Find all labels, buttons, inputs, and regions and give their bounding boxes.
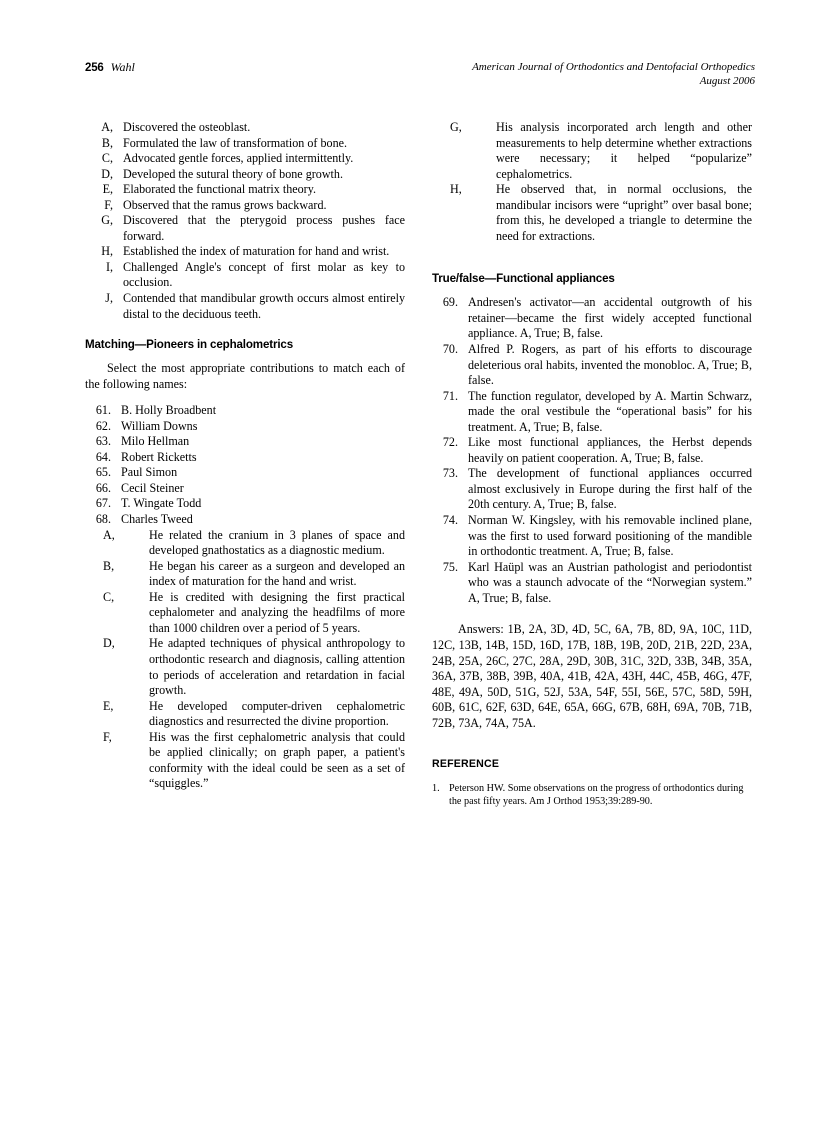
item-letter: D, — [101, 166, 113, 181]
list-item — [432, 295, 752, 342]
list-item — [85, 182, 405, 198]
journal-title: American Journal of Orthodontics and Dentofacial Orthopedics — [472, 61, 755, 73]
item-text: He observed that, in normal occlusions, the mandibular incisors were “upright” over basal bone; from this, he developed a triangle to determine the need for extractions. — [496, 182, 752, 243]
contributions-list — [85, 528, 405, 792]
item-letter: H, — [101, 244, 113, 259]
item-text: Observed that the ramus grows backward. — [123, 197, 327, 212]
item-text: Paul Simon — [121, 465, 178, 480]
item-number: 72. — [442, 435, 458, 450]
item-text: The function regulator, developed by A. Martin Schwarz, made the oral vestibule the “operational basis” for his treatment. A, True; B, false. — [468, 388, 752, 434]
answers-block: Answers: 1B, 2A, 3D, 4D, 5C, 6A, 7B, 8D, 9A, 10C, 11D, 12C, 13B, 14B, 15D, 16D, 17B, 18B, 19B, 20D, 21B, 22D, 23A, 24B, 25A, 26C, 27C, 28A, 29D, 30B, 31C, 32D, 33B, 34B, 35A, 36A, 37B, 38B, 39B, 40A, 41B, 42A, 43H, 44C, 45B, 46G, 47F, 48E, 49A, 50D, 51G, 52J, 53A, 54F, 55I, 56E, 57C, 58D, 59H, 60B, 61C, 62F, 63D, 64E, 65A, 66G, 67B, 68H, 69A, 70B, 71B, 72B, 73A, 74A, 75A. — [432, 622, 752, 730]
list-item — [432, 513, 752, 560]
item-number: 64. — [95, 449, 111, 464]
item-letter: F, — [103, 729, 112, 744]
item-letter: I, — [105, 259, 113, 274]
right-column — [432, 120, 752, 808]
item-number: 68. — [95, 512, 111, 527]
section-heading-matching: Matching—Pioneers in cephalometrics — [85, 338, 294, 352]
running-head-left — [85, 60, 135, 75]
list-item — [85, 120, 405, 136]
item-number: 67. — [95, 496, 111, 511]
item-number: 74. — [442, 513, 458, 528]
answer-choices-continued-list — [85, 120, 405, 322]
item-number: 65. — [95, 465, 111, 480]
list-item — [85, 465, 405, 481]
list-item — [85, 699, 405, 730]
item-text: Peterson HW. Some observations on the progress of orthodontics during the past fifty years. Am J Orthod 1953;39:289-90. — [449, 783, 744, 808]
item-number: 1. — [432, 783, 440, 795]
item-text: He began his career as a surgeon and developed an index of maturation for the hand and wrist. — [149, 558, 405, 589]
list-item — [85, 151, 405, 167]
item-text: Andresen's activator—an accidental outgrowth of his retainer—became the first widely accepted functional appliance. A, True; B, false. — [468, 295, 752, 341]
item-letter: A, — [103, 527, 115, 542]
list-item — [85, 198, 405, 214]
item-text: The development of functional appliances occurred almost exclusively in Europe during the first half of the 20th century. A, True; B, false. — [468, 466, 752, 512]
item-letter: E, — [102, 182, 113, 197]
list-item — [432, 389, 752, 436]
list-item — [432, 182, 752, 244]
truefalse-questions-list — [432, 295, 752, 606]
contributions-continued-list — [432, 120, 752, 244]
list-item — [432, 782, 752, 808]
item-letter: E, — [103, 698, 114, 713]
item-number: 61. — [95, 403, 111, 418]
item-number: 62. — [95, 418, 111, 433]
item-text: He adapted techniques of physical anthropology to orthodontic research and diagnosis, calling attention to periods of acceleration and retardation in facial growth. — [149, 636, 405, 698]
item-number: 73. — [442, 466, 458, 481]
list-item — [432, 560, 752, 607]
item-text: Robert Ricketts — [121, 449, 197, 464]
list-item — [85, 167, 405, 183]
item-text: He developed computer-driven cephalometric diagnostics and resurrected the divine proportion. — [149, 698, 405, 729]
list-item — [432, 342, 752, 389]
item-number: 70. — [442, 342, 458, 357]
item-text: Discovered the osteoblast. — [123, 120, 251, 134]
reference-list — [432, 782, 752, 808]
item-text: His was the first cephalometric analysis that could be applied clinically; on graph paper, a patient's conformity with the ideal could be seen as a set of “squiggles.” — [149, 729, 405, 791]
item-text: He is credited with designing the first practical cephalometer and analyzing the headfilms of more than 1000 children over a period of 5 years. — [149, 589, 405, 635]
item-number: 75. — [442, 559, 458, 574]
list-item — [432, 120, 752, 182]
item-text: T. Wingate Todd — [121, 496, 202, 511]
list-item — [432, 435, 752, 466]
item-letter: D, — [103, 636, 115, 651]
list-item — [85, 434, 405, 450]
item-text: His analysis incorporated arch length and other measurements to help determine whether extractions were necessary; it helped “popularize” cephalometrics. — [496, 120, 752, 181]
list-item — [85, 450, 405, 466]
item-text: Like most functional appliances, the Herbst depends heavily on patient cooperation. A, True; B, false. — [468, 435, 752, 465]
item-text: Alfred P. Rogers, as part of his efforts to discourage deleterious oral habits, invented the monobloc. A, True; B, false. — [468, 342, 752, 388]
list-item — [85, 291, 405, 322]
page-number: 256 — [85, 62, 104, 74]
item-text: Milo Hellman — [121, 434, 190, 449]
item-letter: J, — [105, 291, 113, 306]
item-letter: G, — [101, 213, 113, 228]
left-column — [85, 120, 405, 792]
item-letter: A, — [101, 120, 113, 134]
item-letter: F, — [104, 197, 113, 212]
list-item — [85, 636, 405, 698]
running-head-right — [472, 60, 755, 88]
list-item — [85, 481, 405, 497]
list-item — [85, 559, 405, 590]
list-item — [85, 403, 405, 419]
item-text: Elaborated the functional matrix theory. — [123, 182, 316, 197]
item-letter: B, — [101, 135, 113, 150]
list-item — [85, 244, 405, 260]
list-item — [85, 512, 405, 528]
list-item — [85, 260, 405, 291]
item-number: 71. — [442, 388, 458, 403]
item-letter: H, — [450, 182, 462, 197]
matching-instructions: Select the most appropriate contributions to match each of the following names: — [85, 361, 405, 391]
item-number: 63. — [95, 434, 111, 449]
list-item — [85, 590, 405, 637]
list-item — [85, 730, 405, 792]
running-head — [85, 60, 755, 100]
item-text: Formulated the law of transformation of bone. — [123, 135, 348, 150]
item-text: Karl Haüpl was an Austrian pathologist and periodontist who was a staunch advocate of the “Norwegian system.” A, True; B, false. — [468, 559, 752, 605]
item-text: He related the cranium in 3 planes of space and developed gnathostatics as a diagnostic medium. — [149, 527, 405, 558]
item-text: Norman W. Kingsley, with his removable inclined plane, was the first to used forward positioning of the mandible in orthodontic treatment. A, True; B, false. — [468, 513, 752, 559]
item-number: 69. — [442, 295, 458, 310]
item-text: Contended that mandibular growth occurs almost entirely distal to the deciduous teeth. — [123, 291, 405, 321]
item-letter: C, — [103, 589, 115, 604]
item-text: Discovered that the pterygoid process pushes face forward. — [123, 213, 405, 243]
item-text: Challenged Angle's concept of first molar as key to occlusion. — [123, 259, 405, 290]
section-heading-truefalse: True/false—Functional appliances — [432, 272, 615, 286]
item-letter: B, — [103, 558, 115, 573]
item-text: Cecil Steiner — [121, 480, 184, 495]
list-item — [432, 466, 752, 513]
item-number: 66. — [95, 480, 111, 495]
list-item — [85, 213, 405, 244]
item-text: Charles Tweed — [121, 512, 193, 527]
list-item — [85, 419, 405, 435]
pioneer-names-list — [85, 403, 405, 527]
item-text: William Downs — [121, 418, 198, 433]
issue-date: August 2006 — [699, 75, 755, 87]
list-item — [85, 136, 405, 152]
author-name: Wahl — [110, 60, 135, 74]
item-text: Established the index of maturation for hand and wrist. — [123, 244, 390, 259]
item-letter: C, — [101, 151, 113, 166]
list-item — [85, 496, 405, 512]
item-text: B. Holly Broadbent — [121, 403, 217, 418]
list-item — [85, 528, 405, 559]
item-text: Developed the sutural theory of bone growth. — [123, 166, 343, 181]
reference-heading: REFERENCE — [432, 758, 500, 771]
item-text: Advocated gentle forces, applied intermittently. — [123, 151, 354, 166]
item-letter: G, — [450, 120, 462, 134]
